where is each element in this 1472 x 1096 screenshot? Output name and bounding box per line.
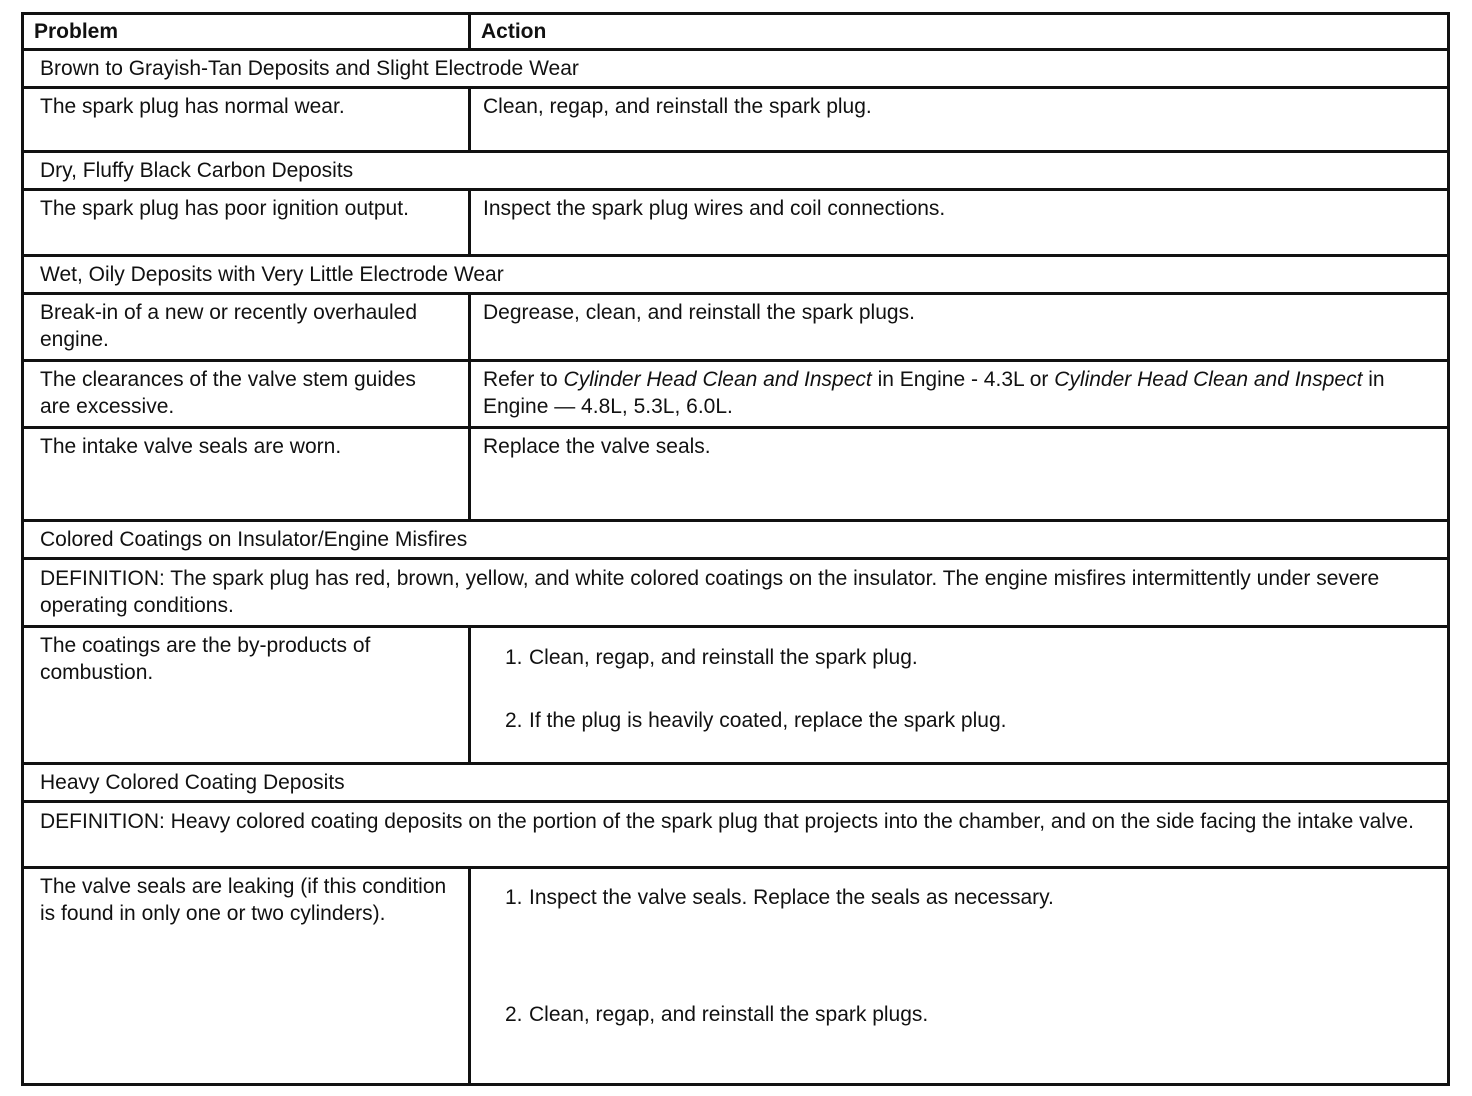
table-row (23, 428, 1449, 521)
diagnosis-table (21, 12, 1450, 1086)
problem-cell: The spark plug has poor ignition output. (23, 190, 470, 256)
section-heading-row (23, 152, 1449, 190)
section-heading-row (23, 521, 1449, 559)
header-row (23, 14, 1449, 50)
problem-cell: Break-in of a new or recently overhauled engine. (23, 294, 470, 361)
step-number: 1. (505, 646, 523, 669)
section-heading-row (23, 256, 1449, 294)
action-steps-list (483, 884, 1435, 1028)
spark-plug-diagnosis-sheet (21, 12, 1447, 1086)
step-text: Clean, regap, and reinstall the spark plugs. (529, 1003, 929, 1026)
problem-cell: The spark plug has normal wear. (23, 88, 470, 152)
action-step (483, 884, 1435, 911)
procedure-reference-link[interactable]: Cylinder Head Clean and Inspect (1054, 368, 1363, 391)
action-text: in Engine - 4.3L or (871, 368, 1055, 391)
step-text: Clean, regap, and reinstall the spark plug. (529, 646, 918, 669)
section-heading-row (23, 50, 1449, 88)
problem-cell: The coatings are the by-products of combustion. (23, 627, 470, 764)
action-step (483, 1001, 1435, 1028)
section-heading: Colored Coatings on Insulator/Engine Misfires (23, 521, 1449, 559)
section-heading: Heavy Colored Coating Deposits (23, 764, 1449, 802)
problem-cell: The intake valve seals are worn. (23, 428, 470, 521)
procedure-reference-link[interactable]: Cylinder Head Clean and Inspect (563, 368, 872, 391)
step-text: If the plug is heavily coated, replace the spark plug. (529, 709, 1007, 732)
table-row (23, 294, 1449, 361)
action-cell: Degrease, clean, and reinstall the spark plugs. (470, 294, 1449, 361)
table-row (23, 361, 1449, 428)
action-step (483, 707, 1435, 734)
action-cell (470, 868, 1449, 1085)
action-step (483, 644, 1435, 671)
action-cell: Inspect the spark plug wires and coil connections. (470, 190, 1449, 256)
section-heading: Brown to Grayish-Tan Deposits and Slight Electrode Wear (23, 50, 1449, 88)
definition-text: DEFINITION: The spark plug has red, brown, yellow, and white colored coatings on the insulator. The engine misfires intermittently under severe operating conditions. (23, 559, 1449, 627)
problem-column-header: Problem (23, 14, 470, 50)
problem-cell: The valve seals are leaking (if this condition is found in only one or two cylinders). (23, 868, 470, 1085)
problem-cell: The clearances of the valve stem guides are excessive. (23, 361, 470, 428)
action-column-header: Action (470, 14, 1449, 50)
section-heading: Wet, Oily Deposits with Very Little Electrode Wear (23, 256, 1449, 294)
table-row (23, 627, 1449, 764)
table-row (23, 88, 1449, 152)
step-number: 1. (505, 886, 523, 909)
table-row (23, 868, 1449, 1085)
step-number: 2. (505, 1003, 523, 1026)
definition-text: DEFINITION: Heavy colored coating deposits on the portion of the spark plug that projects into the chamber, and on the side facing the intake valve. (23, 802, 1449, 868)
table-row (23, 190, 1449, 256)
action-cell: Replace the valve seals. (470, 428, 1449, 521)
step-number: 2. (505, 709, 523, 732)
step-text: Inspect the valve seals. Replace the seals as necessary. (529, 886, 1054, 909)
action-text: in Engine — 4.8L, 5.3L, 6.0L. (483, 368, 1385, 418)
definition-row (23, 802, 1449, 868)
action-text: Refer to (483, 368, 564, 391)
action-cell: Clean, regap, and reinstall the spark plug. (470, 88, 1449, 152)
section-heading: Dry, Fluffy Black Carbon Deposits (23, 152, 1449, 190)
action-cell (470, 361, 1449, 428)
section-heading-row (23, 764, 1449, 802)
definition-row (23, 559, 1449, 627)
action-cell (470, 627, 1449, 764)
action-steps-list (483, 644, 1435, 734)
